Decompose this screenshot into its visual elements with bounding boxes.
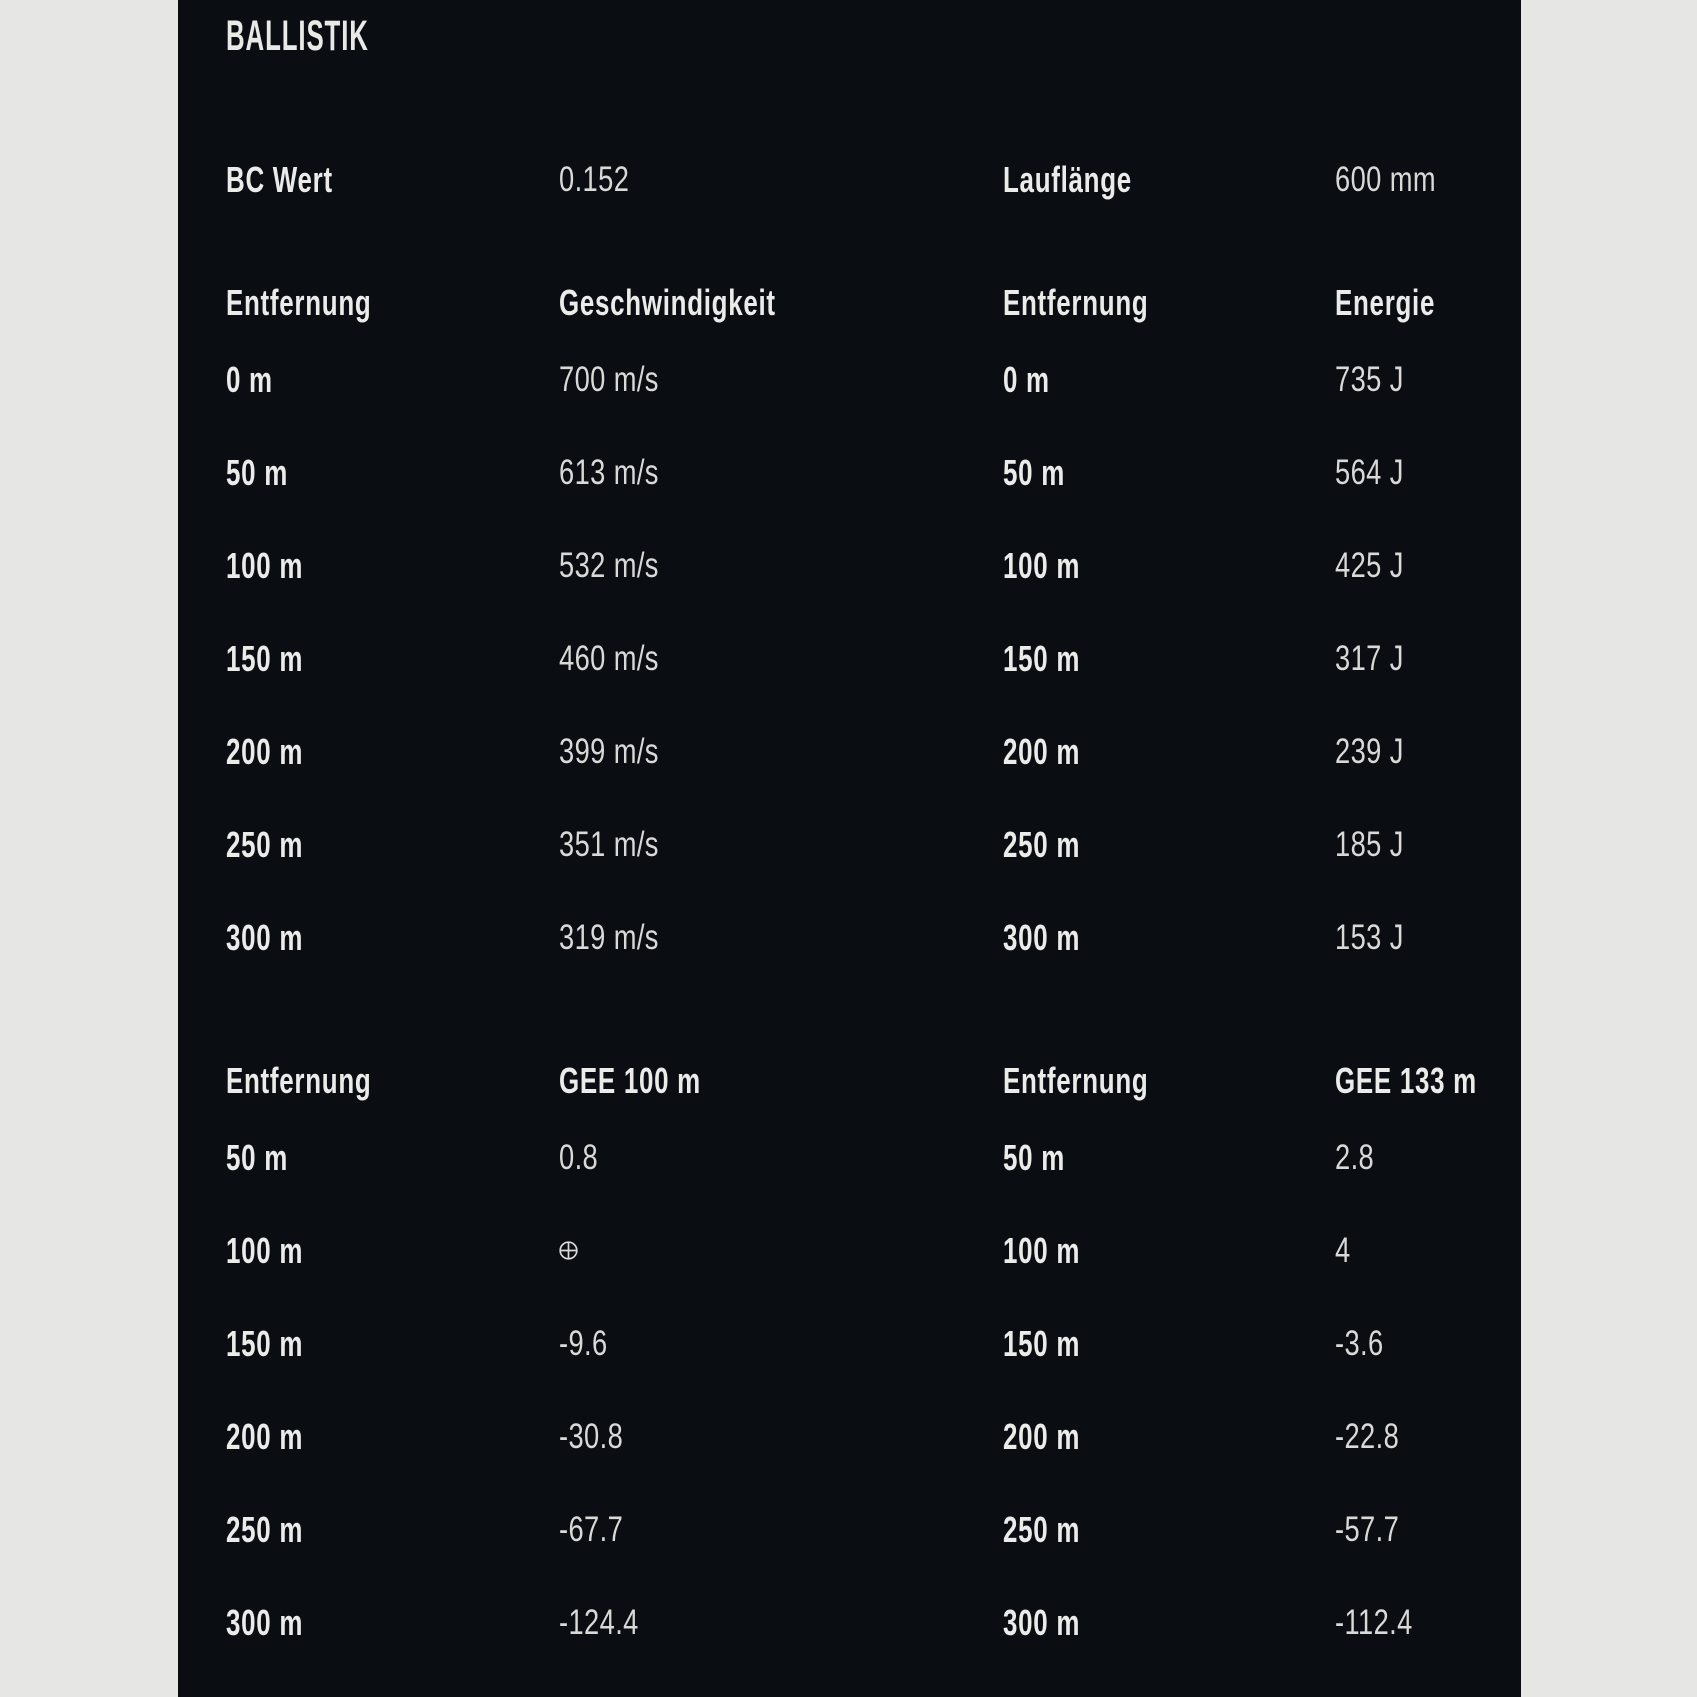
- distance-label: 250 m: [226, 1508, 304, 1550]
- gee133-value: -57.7: [1335, 1510, 1400, 1549]
- energy-header-text: Energie: [1335, 281, 1436, 323]
- distance-label: 100 m: [1003, 1229, 1081, 1271]
- table-row: [178, 705, 1521, 798]
- gee100-cell: [559, 1512, 1003, 1547]
- energy-header: [1335, 281, 1501, 323]
- distance-cell: [1003, 823, 1335, 865]
- gee133-distance-header-text: Entfernung: [1003, 1059, 1149, 1101]
- distance-cell: [1003, 451, 1335, 493]
- table-row: [178, 333, 1521, 426]
- distance-cell: [1003, 1136, 1335, 1178]
- gee133-value: -22.8: [1335, 1417, 1400, 1456]
- distance-label: 200 m: [1003, 1415, 1081, 1457]
- barrel-length-label-cell: [1003, 158, 1335, 200]
- velocity-cell: [559, 548, 1003, 583]
- distance-label: 100 m: [1003, 544, 1081, 586]
- barrel-length-value-cell: [1335, 162, 1501, 197]
- distance-cell: [1003, 637, 1335, 679]
- energy-value: 317 J: [1335, 639, 1404, 678]
- section-title: [178, 11, 1521, 60]
- gee100-value: -124.4: [559, 1603, 639, 1642]
- energy-cell: [1335, 548, 1501, 583]
- gee133-value: 2.8: [1335, 1138, 1375, 1177]
- energy-cell: [1335, 734, 1501, 769]
- table-row: [178, 1390, 1521, 1483]
- distance-cell: [226, 637, 559, 679]
- distance-cell: [226, 451, 559, 493]
- distance-label: 200 m: [226, 730, 304, 772]
- velocity-distance-header-text: Entfernung: [226, 281, 372, 323]
- bc-value: 0.152: [559, 160, 630, 199]
- gee133-cell: [1335, 1419, 1501, 1454]
- velocity-cell: [559, 920, 1003, 955]
- energy-distance-header-text: Entfernung: [1003, 281, 1149, 323]
- distance-cell: [226, 1415, 559, 1457]
- gee133-value: -112.4: [1335, 1603, 1413, 1642]
- gee133-value: 4: [1335, 1231, 1351, 1270]
- distance-label: 50 m: [226, 1136, 288, 1178]
- distance-cell: [1003, 730, 1335, 772]
- table-row: [178, 891, 1521, 984]
- distance-cell: [226, 730, 559, 772]
- distance-label: 250 m: [1003, 1508, 1081, 1550]
- velocity-cell: [559, 734, 1003, 769]
- section-title-text: BALLISTIK: [226, 11, 369, 60]
- gee133-cell: [1335, 1326, 1501, 1361]
- circled-plus-icon: [559, 1241, 578, 1260]
- table-row: [178, 1483, 1521, 1576]
- bc-label: BC Wert: [226, 158, 333, 200]
- velocity-distance-header: [226, 281, 559, 323]
- distance-label: 300 m: [1003, 1601, 1081, 1643]
- energy-cell: [1335, 827, 1501, 862]
- distance-label: 100 m: [226, 1229, 304, 1271]
- velocity-cell: [559, 641, 1003, 676]
- distance-label: 200 m: [1003, 730, 1081, 772]
- energy-value: 153 J: [1335, 918, 1404, 957]
- velocity-cell: [559, 455, 1003, 490]
- distance-cell: [226, 1601, 559, 1643]
- distance-label: 300 m: [226, 916, 304, 958]
- distance-label: 150 m: [226, 637, 304, 679]
- energy-distance-header: [1003, 281, 1335, 323]
- table-row: [178, 519, 1521, 612]
- gee133-cell: [1335, 1140, 1501, 1175]
- velocity-value: 399 m/s: [559, 732, 659, 771]
- distance-cell: [226, 544, 559, 586]
- velocity-value: 351 m/s: [559, 825, 659, 864]
- velocity-value: 700 m/s: [559, 360, 659, 399]
- gee133-distance-header: [1003, 1059, 1335, 1101]
- gee100-cell: [559, 1241, 1003, 1260]
- distance-label: 250 m: [226, 823, 304, 865]
- gee100-distance-header: [226, 1059, 559, 1101]
- barrel-length-label: Lauflänge: [1003, 158, 1132, 200]
- velocity-value: 532 m/s: [559, 546, 659, 585]
- gee100-header: [559, 1059, 1003, 1101]
- distance-cell: [226, 1136, 559, 1178]
- gee100-cell: [559, 1605, 1003, 1640]
- barrel-length-value: 600 mm: [1335, 160, 1436, 199]
- distance-cell: [1003, 1601, 1335, 1643]
- distance-label: 100 m: [226, 544, 304, 586]
- gee100-cell: [559, 1140, 1003, 1175]
- distance-label: 0 m: [1003, 358, 1050, 400]
- gee100-cell: [559, 1326, 1003, 1361]
- distance-label: 50 m: [1003, 1136, 1065, 1178]
- gee100-distance-header-text: Entfernung: [226, 1059, 372, 1101]
- energy-cell: [1335, 362, 1501, 397]
- distance-label: 150 m: [226, 1322, 304, 1364]
- energy-value: 185 J: [1335, 825, 1404, 864]
- distance-label: 250 m: [1003, 823, 1081, 865]
- distance-cell: [226, 1229, 559, 1271]
- energy-cell: [1335, 920, 1501, 955]
- distance-cell: [1003, 1322, 1335, 1364]
- table-row: [178, 426, 1521, 519]
- distance-cell: [226, 916, 559, 958]
- table-row: [178, 1111, 1521, 1204]
- table-row: [178, 1576, 1521, 1669]
- velocity-value: 319 m/s: [559, 918, 659, 957]
- distance-label: 150 m: [1003, 1322, 1081, 1364]
- gee100-value: -9.6: [559, 1324, 608, 1363]
- gee133-header: [1335, 1059, 1532, 1101]
- distance-label: 150 m: [1003, 637, 1081, 679]
- energy-value: 425 J: [1335, 546, 1404, 585]
- energy-value: 564 J: [1335, 453, 1404, 492]
- table-row: [178, 1297, 1521, 1390]
- gee133-cell: [1335, 1605, 1501, 1640]
- gee100-value: -67.7: [559, 1510, 624, 1549]
- gee133-cell: [1335, 1512, 1501, 1547]
- distance-cell: [226, 1322, 559, 1364]
- distance-cell: [226, 358, 559, 400]
- distance-label: 50 m: [1003, 451, 1065, 493]
- distance-cell: [226, 823, 559, 865]
- velocity-cell: [559, 362, 1003, 397]
- distance-cell: [1003, 358, 1335, 400]
- bc-label-cell: [226, 158, 559, 200]
- gee133-header-text: GEE 133 m: [1335, 1059, 1477, 1101]
- distance-cell: [226, 1508, 559, 1550]
- energy-cell: [1335, 641, 1501, 676]
- gee100-cell: [559, 1419, 1003, 1454]
- bc-value-cell: [559, 162, 1003, 197]
- gee100-value: 0.8: [559, 1138, 599, 1177]
- gee100-header-text: GEE 100 m: [559, 1059, 701, 1101]
- meta-row: [178, 133, 1521, 226]
- distance-label: 300 m: [1003, 916, 1081, 958]
- energy-value: 735 J: [1335, 360, 1404, 399]
- energy-cell: [1335, 455, 1501, 490]
- ballistics-panel: [178, 0, 1521, 1697]
- distance-cell: [1003, 1508, 1335, 1550]
- energy-value: 239 J: [1335, 732, 1404, 771]
- velocity-value: 613 m/s: [559, 453, 659, 492]
- velocity-cell: [559, 827, 1003, 862]
- distance-label: 0 m: [226, 358, 273, 400]
- distance-cell: [1003, 1415, 1335, 1457]
- velocity-header-text: Geschwindigkeit: [559, 281, 776, 323]
- table-row: [178, 1204, 1521, 1297]
- gee133-value: -3.6: [1335, 1324, 1384, 1363]
- gee133-cell: [1335, 1233, 1501, 1268]
- distance-cell: [1003, 544, 1335, 586]
- table-row: [178, 612, 1521, 705]
- distance-label: 200 m: [226, 1415, 304, 1457]
- gee100-value: -30.8: [559, 1417, 624, 1456]
- velocity-header: [559, 281, 1003, 323]
- distance-cell: [1003, 916, 1335, 958]
- distance-cell: [1003, 1229, 1335, 1271]
- table-row: [178, 798, 1521, 891]
- distance-label: 300 m: [226, 1601, 304, 1643]
- distance-label: 50 m: [226, 451, 288, 493]
- velocity-value: 460 m/s: [559, 639, 659, 678]
